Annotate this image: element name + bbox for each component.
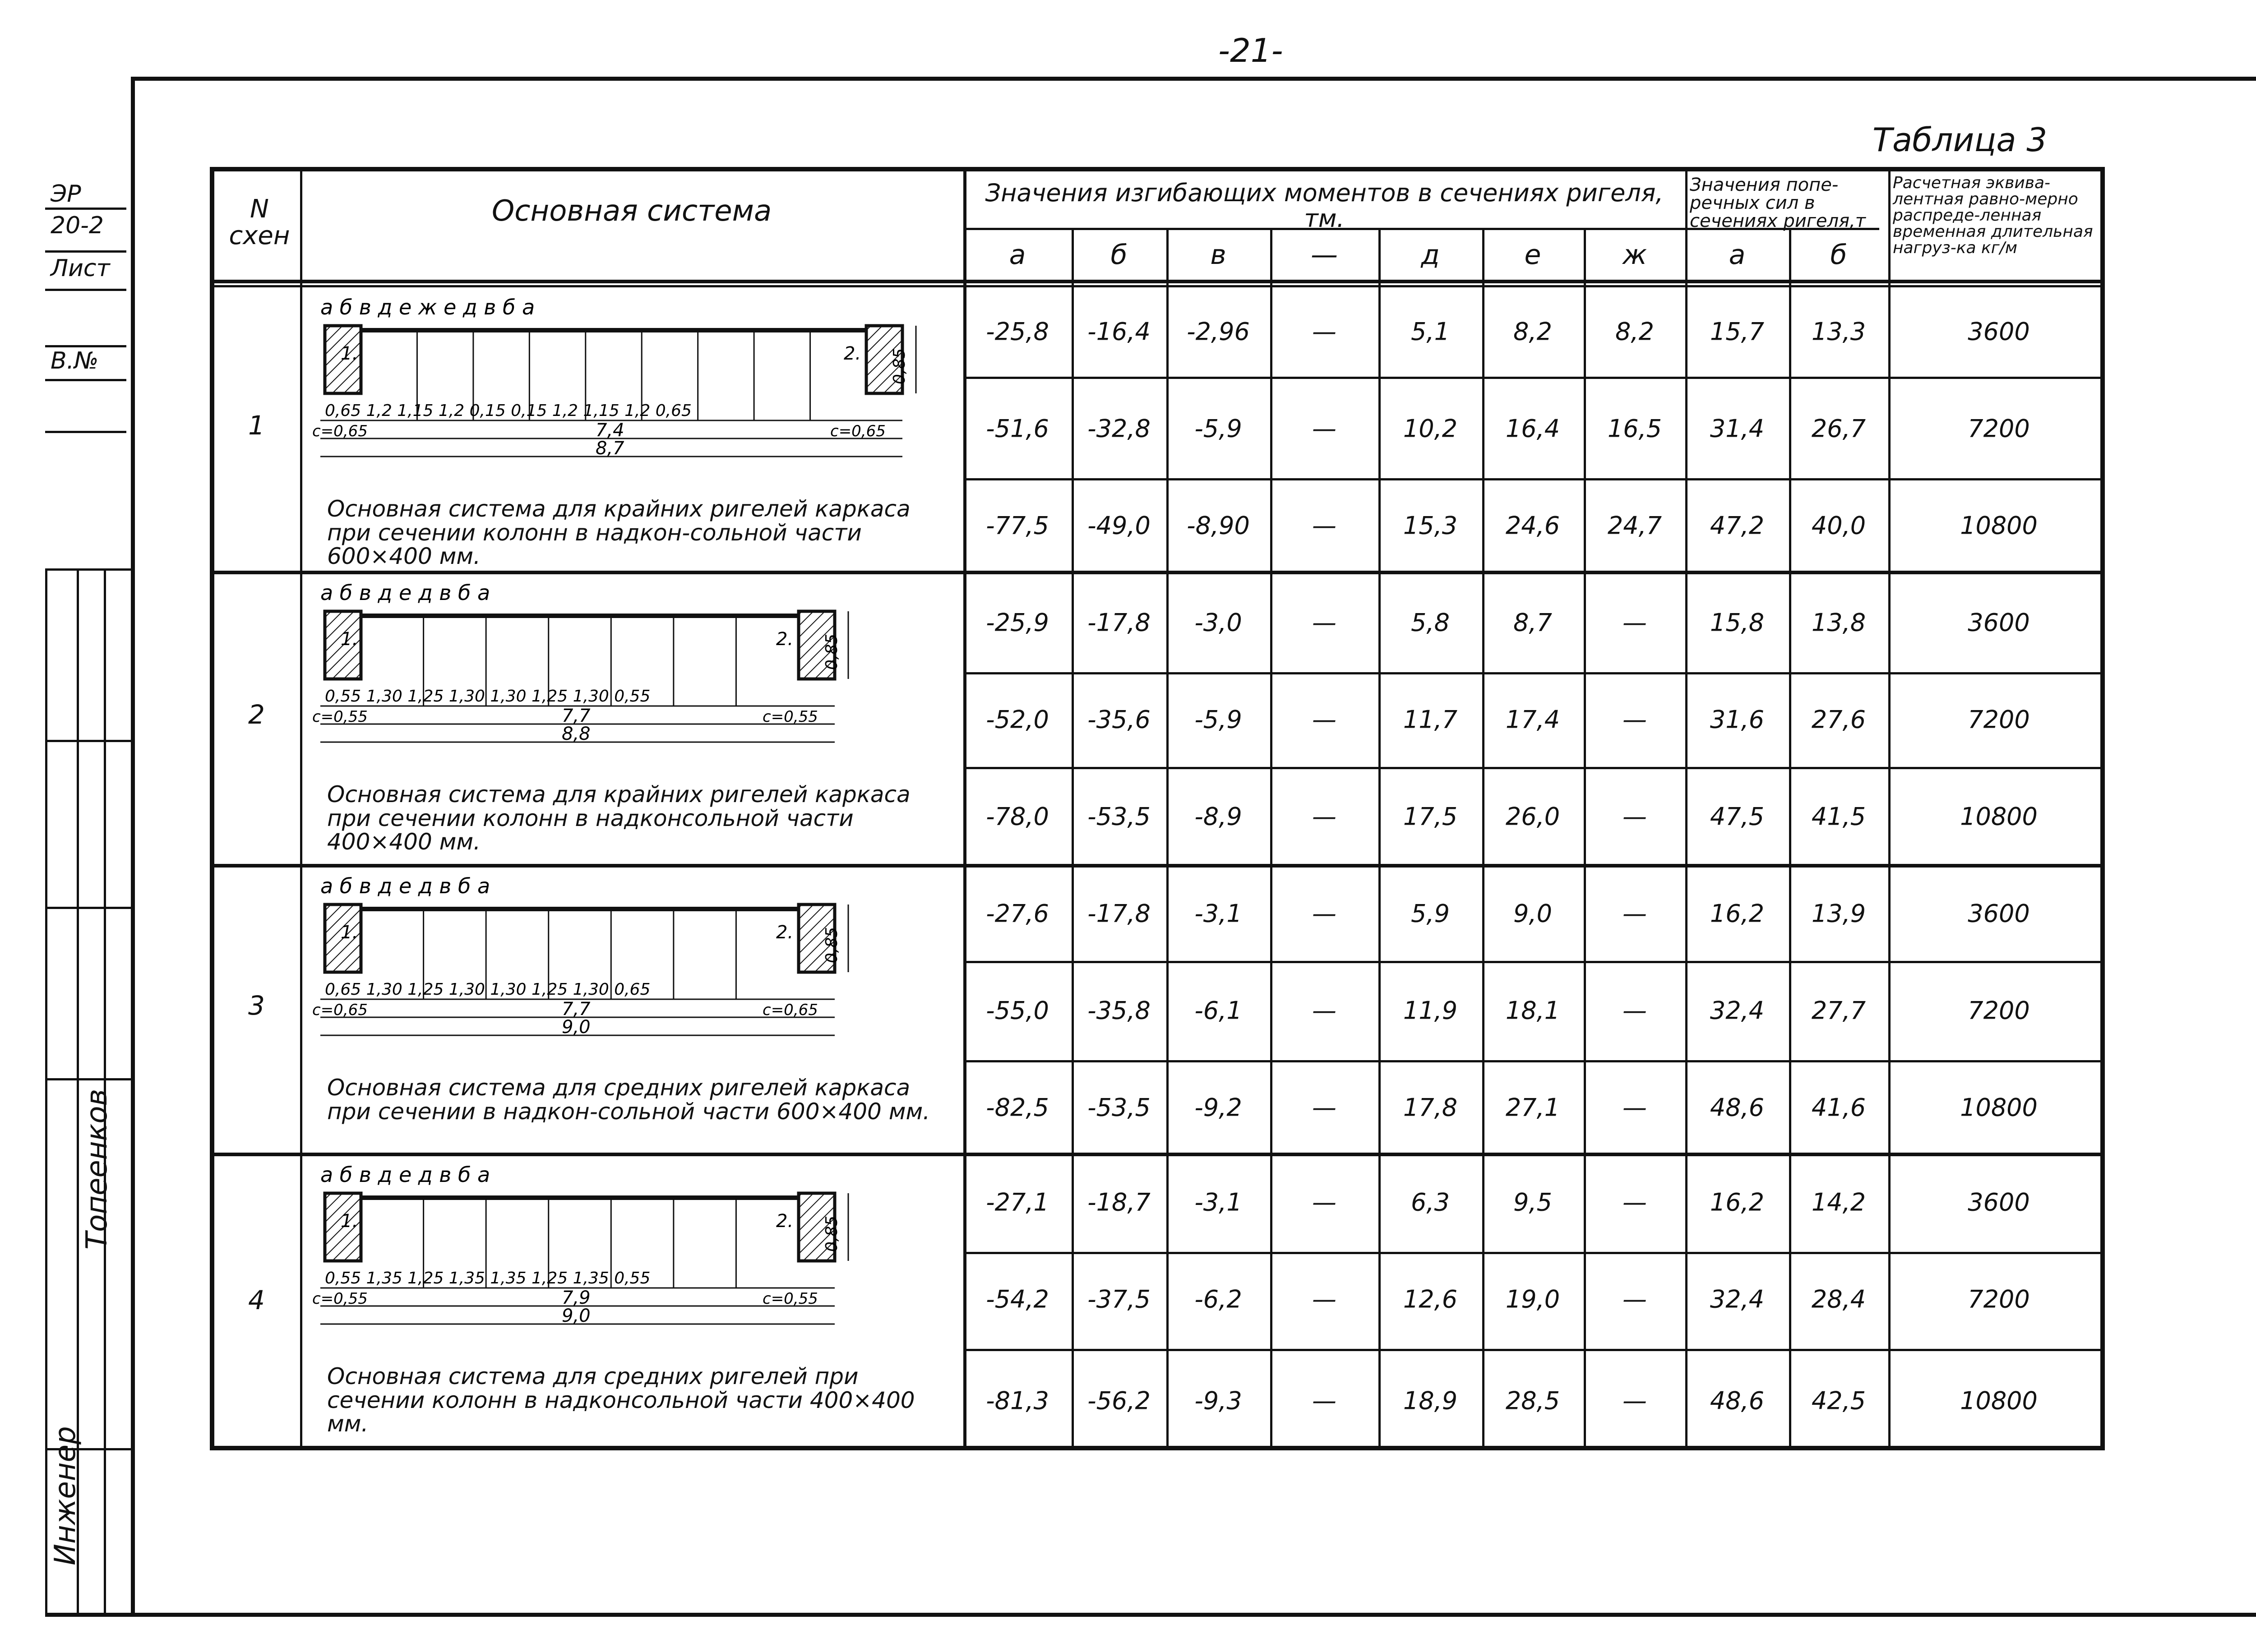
section-labels: а б в д е д в б а bbox=[320, 1163, 490, 1187]
table-cell: — bbox=[1312, 1093, 1336, 1122]
page-number: -21- bbox=[1218, 32, 1283, 69]
scheme-caption: Основная система для средних ригелей каркаса при сечении в надкон-сольной части 600×400 мм. bbox=[327, 1075, 930, 1125]
table-cell: 41,6 bbox=[1811, 1093, 1866, 1122]
table-cell: -3,0 bbox=[1194, 608, 1242, 637]
table-cell: 16,2 bbox=[1710, 1188, 1765, 1217]
grid-line bbox=[963, 377, 2100, 379]
frame-left-line bbox=[131, 77, 135, 1615]
table-cell: -51,6 bbox=[986, 414, 1049, 443]
table-cell: — bbox=[1312, 1285, 1336, 1314]
table-cell: 18,9 bbox=[1403, 1386, 1458, 1415]
grid-line bbox=[1789, 228, 1791, 1446]
node-1-label: 1. bbox=[341, 343, 358, 364]
table-cell: — bbox=[1312, 802, 1336, 831]
section-header: б bbox=[1110, 239, 1128, 271]
dims-text: 0,65 1,30 1,25 1,30 1,30 1,25 1,30 0,65 bbox=[325, 980, 651, 999]
table-cell: 27,6 bbox=[1811, 705, 1866, 734]
c-left: с=0,55 bbox=[312, 708, 368, 726]
section-labels: а б в д е д в б а bbox=[320, 581, 490, 605]
total-value: 8,8 bbox=[562, 724, 591, 744]
stamp-divider bbox=[45, 740, 131, 742]
c-right: с=0,55 bbox=[763, 708, 818, 726]
table-cell: 8,7 bbox=[1513, 608, 1552, 637]
stamp-sheet: Лист bbox=[51, 255, 110, 282]
scheme-diagram bbox=[311, 573, 957, 785]
table-cell: -8,9 bbox=[1194, 802, 1242, 831]
height-dim: 0,85 bbox=[823, 927, 841, 963]
grid-line bbox=[214, 280, 2100, 283]
c-left: с=0,65 bbox=[312, 1001, 368, 1019]
table-cell: 7200 bbox=[1968, 1285, 2030, 1314]
table-cell: -17,8 bbox=[1087, 608, 1151, 637]
c-right: с=0,65 bbox=[763, 1001, 818, 1019]
table-cell: 14,2 bbox=[1811, 1188, 1866, 1217]
dims-text: 0,55 1,30 1,25 1,30 1,30 1,25 1,30 0,55 bbox=[325, 687, 651, 706]
table-cell: -8,90 bbox=[1187, 511, 1250, 540]
table-cell: -25,9 bbox=[986, 608, 1049, 637]
table-cell: 3600 bbox=[1968, 899, 2030, 928]
table-cell: 18,1 bbox=[1505, 996, 1560, 1025]
scheme-number: 3 bbox=[248, 990, 265, 1021]
grid-line bbox=[963, 1349, 2100, 1351]
stamp-vertical bbox=[45, 568, 47, 1615]
table-cell: — bbox=[1312, 899, 1336, 928]
table-cell: 17,8 bbox=[1403, 1093, 1458, 1122]
table-cell: -6,2 bbox=[1194, 1285, 1242, 1314]
table-cell: 48,6 bbox=[1710, 1093, 1765, 1122]
table-cell: 16,4 bbox=[1505, 414, 1560, 443]
table-cell: 9,0 bbox=[1513, 899, 1552, 928]
grid-line bbox=[1685, 171, 1687, 1446]
node-1-label: 1. bbox=[341, 922, 358, 943]
table-cell: -17,8 bbox=[1087, 899, 1151, 928]
table-cell: 28,4 bbox=[1811, 1285, 1866, 1314]
table-caption: Таблица 3 bbox=[1872, 121, 2048, 159]
stamp-divider bbox=[45, 907, 131, 909]
table-cell: 10,2 bbox=[1403, 414, 1458, 443]
section-header: д bbox=[1421, 239, 1440, 271]
table-cell: 5,1 bbox=[1411, 317, 1450, 346]
header-load: Расчетная эквива-лентная равно-мерно распреде-ленная временная длительная нагруз-ка кг/м bbox=[1893, 174, 2093, 257]
table-cell: -55,0 bbox=[986, 996, 1049, 1025]
c-left: с=0,65 bbox=[312, 422, 368, 440]
section-header: е bbox=[1524, 239, 1541, 271]
stamp-divider bbox=[45, 250, 126, 253]
total-value: 9,0 bbox=[562, 1017, 591, 1038]
table-cell: — bbox=[1623, 996, 1647, 1025]
table-cell: 7200 bbox=[1968, 705, 2030, 734]
grid-line bbox=[1482, 228, 1484, 1446]
table-cell: — bbox=[1312, 705, 1336, 734]
table-cell: 9,5 bbox=[1513, 1188, 1552, 1217]
section-labels: а б в д е ж е д в б а bbox=[320, 295, 535, 319]
stamp-divider bbox=[45, 208, 126, 210]
table-cell: -35,8 bbox=[1087, 996, 1151, 1025]
section-header: ж bbox=[1622, 239, 1647, 271]
table-cell: 11,9 bbox=[1403, 996, 1458, 1025]
c-right: с=0,65 bbox=[830, 422, 886, 440]
table-cell: 27,1 bbox=[1505, 1093, 1560, 1122]
stamp-divider bbox=[45, 1078, 131, 1080]
grid-line bbox=[1270, 228, 1272, 1446]
frame-top-line bbox=[131, 77, 2256, 81]
span-value: 7,4 bbox=[596, 420, 624, 441]
table-cell: 31,6 bbox=[1710, 705, 1765, 734]
table-cell: -32,8 bbox=[1087, 414, 1151, 443]
table-cell: 8,2 bbox=[1513, 317, 1552, 346]
height-dim: 0,85 bbox=[890, 348, 909, 384]
table-cell: 32,4 bbox=[1710, 1285, 1765, 1314]
total-value: 9,0 bbox=[562, 1306, 591, 1326]
node-2-label: 2. bbox=[776, 922, 794, 943]
grid-line bbox=[1166, 228, 1169, 1446]
table-cell: 3600 bbox=[1968, 1188, 2030, 1217]
table-cell: 31,4 bbox=[1710, 414, 1765, 443]
table-cell: 48,6 bbox=[1710, 1386, 1765, 1415]
header-moments: Значения изгибающих моментов в сечениях ригеля, тм. bbox=[985, 179, 1664, 233]
header-shear: Значения попе-речных сил в сечениях ригеля,т bbox=[1690, 175, 1866, 231]
grid-line bbox=[963, 478, 2100, 480]
section-header: — bbox=[1311, 239, 1338, 271]
table-cell: -9,2 bbox=[1194, 1093, 1242, 1122]
table-cell: -77,5 bbox=[986, 511, 1049, 540]
table-cell: 24,7 bbox=[1607, 511, 1662, 540]
table-cell: 5,9 bbox=[1411, 899, 1450, 928]
table-cell: 16,2 bbox=[1710, 899, 1765, 928]
c-right: с=0,55 bbox=[763, 1290, 818, 1308]
span-value: 7,9 bbox=[562, 1287, 591, 1308]
table-cell: -9,3 bbox=[1194, 1386, 1242, 1415]
frame-bottom-line bbox=[45, 1613, 2256, 1617]
stamp-divider bbox=[45, 379, 126, 381]
header-n-line1: N bbox=[250, 194, 269, 224]
stamp-code: ЭР bbox=[51, 180, 81, 208]
table-cell: — bbox=[1623, 899, 1647, 928]
grid-line bbox=[1072, 228, 1074, 1446]
table-cell: — bbox=[1312, 1386, 1336, 1415]
table-cell: — bbox=[1623, 1188, 1647, 1217]
stamp-number: В.№ bbox=[51, 347, 99, 374]
grid-line bbox=[963, 1252, 2100, 1254]
dims-text: 0,65 1,2 1,15 1,2 0,15 0,15 1,2 1,15 1,2 0,65 bbox=[325, 401, 692, 420]
scheme-number: 2 bbox=[248, 699, 265, 730]
grid-line bbox=[300, 171, 302, 1446]
table-cell: -52,0 bbox=[986, 705, 1049, 734]
main-table bbox=[210, 167, 2105, 1450]
table-cell: 17,5 bbox=[1403, 802, 1458, 831]
stamp-divider bbox=[45, 289, 126, 291]
table-cell: -49,0 bbox=[1087, 511, 1151, 540]
stamp-divider bbox=[45, 431, 126, 433]
scheme-diagram bbox=[311, 1155, 957, 1367]
table-cell: 13,3 bbox=[1811, 317, 1866, 346]
node-2-label: 2. bbox=[776, 1211, 794, 1232]
stamp-divider bbox=[45, 568, 131, 571]
section-header: а bbox=[1009, 239, 1026, 271]
node-2-label: 2. bbox=[776, 629, 794, 650]
grid-line bbox=[1888, 171, 1891, 1446]
table-cell: 7200 bbox=[1968, 996, 2030, 1025]
stamp-engineer-role: Инженер bbox=[49, 1426, 82, 1565]
table-cell: 42,5 bbox=[1811, 1386, 1866, 1415]
height-dim: 0,85 bbox=[823, 1215, 841, 1252]
table-cell: — bbox=[1623, 1285, 1647, 1314]
table-cell: 10800 bbox=[1960, 511, 2038, 540]
table-cell: 28,5 bbox=[1505, 1386, 1560, 1415]
scheme-caption: Основная система для крайних ригелей каркаса при сечении колонн в надконсольной части 400×400 мм. bbox=[327, 781, 911, 855]
node-2-label: 2. bbox=[844, 343, 861, 364]
table-cell: 10800 bbox=[1960, 1386, 2038, 1415]
node-1-label: 1. bbox=[341, 1211, 358, 1232]
table-cell: — bbox=[1312, 1188, 1336, 1217]
table-cell: 47,5 bbox=[1710, 802, 1765, 831]
table-cell: 7200 bbox=[1968, 414, 2030, 443]
header-system: Основная система bbox=[491, 194, 772, 228]
table-cell: — bbox=[1623, 1386, 1647, 1415]
table-cell: 15,7 bbox=[1710, 317, 1765, 346]
table-cell: — bbox=[1312, 608, 1336, 637]
table-cell: 17,4 bbox=[1505, 705, 1560, 734]
span-value: 7,7 bbox=[562, 999, 591, 1020]
header-n-line2: схен bbox=[229, 221, 290, 250]
header-n bbox=[228, 196, 291, 249]
table-cell: -3,1 bbox=[1194, 899, 1242, 928]
table-cell: 41,5 bbox=[1811, 802, 1866, 831]
stamp-engineer-name: Топеенков bbox=[80, 1089, 114, 1250]
table-cell: 15,8 bbox=[1710, 608, 1765, 637]
dims-text: 0,55 1,35 1,25 1,35 1,35 1,25 1,35 0,55 bbox=[325, 1269, 651, 1287]
table-cell: -2,96 bbox=[1187, 317, 1250, 346]
table-cell: — bbox=[1312, 511, 1336, 540]
grid-line bbox=[963, 767, 2100, 769]
table-cell: 19,0 bbox=[1505, 1285, 1560, 1314]
section-header: в bbox=[1210, 239, 1226, 271]
table-cell: 24,6 bbox=[1505, 511, 1560, 540]
table-cell: -54,2 bbox=[986, 1285, 1049, 1314]
table-cell: -27,6 bbox=[986, 899, 1049, 928]
scheme-number: 4 bbox=[248, 1284, 265, 1315]
table-cell: 13,8 bbox=[1811, 608, 1866, 637]
table-cell: 8,2 bbox=[1615, 317, 1654, 346]
table-cell: 6,3 bbox=[1411, 1188, 1450, 1217]
grid-line bbox=[1378, 228, 1381, 1446]
c-left: с=0,55 bbox=[312, 1290, 368, 1308]
table-cell: 15,3 bbox=[1403, 511, 1458, 540]
grid-line bbox=[963, 171, 966, 1446]
table-cell: 16,5 bbox=[1607, 414, 1662, 443]
table-cell: 12,6 bbox=[1403, 1285, 1458, 1314]
section-labels: а б в д е д в б а bbox=[320, 874, 490, 898]
section-header: б bbox=[1830, 239, 1847, 271]
table-cell: -78,0 bbox=[986, 802, 1049, 831]
table-cell: 3600 bbox=[1968, 608, 2030, 637]
table-cell: 40,0 bbox=[1811, 511, 1866, 540]
grid-line bbox=[963, 1060, 2100, 1062]
table-cell: -81,3 bbox=[986, 1386, 1049, 1415]
table-cell: -5,9 bbox=[1194, 705, 1242, 734]
table-cell: 10800 bbox=[1960, 802, 2038, 831]
table-cell: -53,5 bbox=[1087, 1093, 1151, 1122]
stamp-series: 20-2 bbox=[51, 212, 104, 239]
node-1-label: 1. bbox=[341, 629, 358, 650]
table-cell: — bbox=[1312, 317, 1336, 346]
scheme-caption: Основная система для средних ригелей при сечении колонн в надконсольной части 400×400 мм. bbox=[327, 1363, 915, 1437]
table-cell: -25,8 bbox=[986, 317, 1049, 346]
table-cell: -6,1 bbox=[1194, 996, 1242, 1025]
table-cell: 26,7 bbox=[1811, 414, 1866, 443]
table-cell: — bbox=[1623, 802, 1647, 831]
table-cell: -35,6 bbox=[1087, 705, 1151, 734]
table-cell: 26,0 bbox=[1505, 802, 1560, 831]
table-cell: -82,5 bbox=[986, 1093, 1049, 1122]
table-cell: -3,1 bbox=[1194, 1188, 1242, 1217]
span-value: 7,7 bbox=[562, 706, 591, 726]
table-cell: 3600 bbox=[1968, 317, 2030, 346]
table-cell: -37,5 bbox=[1087, 1285, 1151, 1314]
scheme-diagram bbox=[311, 866, 957, 1078]
table-cell: — bbox=[1312, 996, 1336, 1025]
table-cell: -16,4 bbox=[1087, 317, 1151, 346]
table-cell: — bbox=[1623, 608, 1647, 637]
grid-line bbox=[1584, 228, 1586, 1446]
scheme-caption: Основная система для крайних ригелей каркаса при сечении колонн в надкон-сольной части 600×400 мм. bbox=[327, 496, 911, 569]
table-cell: -5,9 bbox=[1194, 414, 1242, 443]
grid-line bbox=[963, 961, 2100, 963]
table-cell: -56,2 bbox=[1087, 1386, 1151, 1415]
table-cell: 10800 bbox=[1960, 1093, 2038, 1122]
table-cell: -27,1 bbox=[986, 1188, 1049, 1217]
table-cell: 5,8 bbox=[1411, 608, 1450, 637]
grid-line bbox=[963, 672, 2100, 674]
table-cell: 11,7 bbox=[1403, 705, 1458, 734]
scheme-diagram bbox=[311, 287, 957, 499]
total-value: 8,7 bbox=[596, 438, 624, 459]
section-header: а bbox=[1729, 239, 1746, 271]
scheme-number: 1 bbox=[248, 410, 265, 441]
table-cell: — bbox=[1623, 1093, 1647, 1122]
height-dim: 0,85 bbox=[823, 633, 841, 670]
table-cell: 13,9 bbox=[1811, 899, 1866, 928]
table-cell: — bbox=[1312, 414, 1336, 443]
table-cell: 47,2 bbox=[1710, 511, 1765, 540]
table-cell: 32,4 bbox=[1710, 996, 1765, 1025]
table-cell: -18,7 bbox=[1087, 1188, 1151, 1217]
table-cell: -53,5 bbox=[1087, 802, 1151, 831]
table-cell: — bbox=[1623, 705, 1647, 734]
table-cell: 27,7 bbox=[1811, 996, 1866, 1025]
